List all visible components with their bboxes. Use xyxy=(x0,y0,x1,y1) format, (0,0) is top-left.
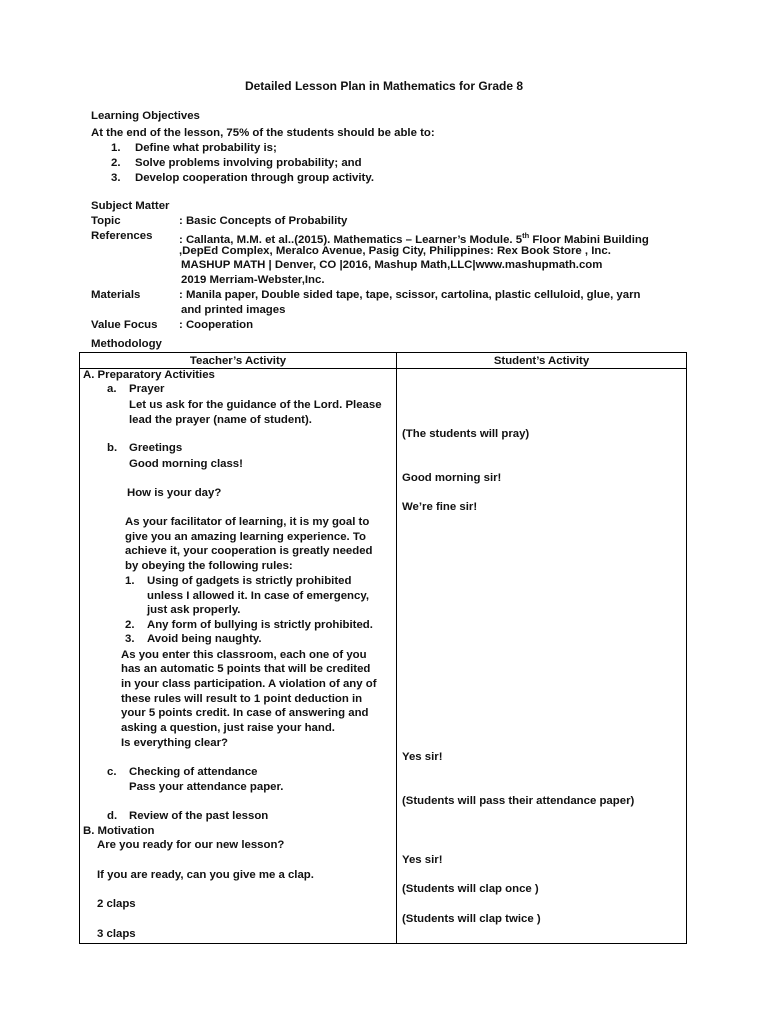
teacher-line: As you enter this classroom, each one of you xyxy=(121,649,367,661)
student-response: (Students will pass their attendance paper) xyxy=(402,795,635,807)
reference-line-3: MASHUP MATH | Denver, CO |2016, Mashup Math,LLC|www.mashupmath.com xyxy=(181,259,603,271)
list-marker: a. xyxy=(107,383,117,395)
page-title: Detailed Lesson Plan in Mathematics for Grade 8 xyxy=(244,79,524,93)
student-response: Yes sir! xyxy=(402,854,443,866)
teacher-line: Good morning class! xyxy=(129,458,243,470)
teacher-line: lead the prayer (name of student). xyxy=(129,414,312,426)
list-marker: b. xyxy=(107,442,118,454)
list-marker: c. xyxy=(107,766,117,778)
objectives-heading: Learning Objectives xyxy=(91,110,200,122)
greetings-label: Greetings xyxy=(129,442,183,454)
list-marker: 1. xyxy=(125,575,135,587)
reference-line-4: 2019 Merriam-Webster,Inc. xyxy=(181,274,325,286)
rule-line: Avoid being naughty. xyxy=(147,633,262,645)
objective-item: Develop cooperation through group activity. xyxy=(135,172,375,184)
rule-line: Using of gadgets is strictly prohibited xyxy=(147,575,352,587)
reference-text: Floor Mabini Building xyxy=(529,233,649,246)
value-focus-value: : Cooperation xyxy=(179,319,254,331)
objective-number: 1. xyxy=(111,142,121,154)
teacher-line: give you an amazing learning experience. To xyxy=(125,531,366,543)
topic-value: : Basic Concepts of Probability xyxy=(179,215,348,227)
teacher-line: Let us ask for the guidance of the Lord. Please xyxy=(129,399,382,411)
attendance-label: Checking of attendance xyxy=(129,766,258,778)
value-focus-label: Value Focus xyxy=(91,319,158,331)
reference-text: : Callanta, M.M. et al..(2015). Mathematics – Learner’s Module. 5 xyxy=(179,233,523,246)
teacher-line: 3 claps xyxy=(97,928,136,940)
review-label: Review of the past lesson xyxy=(129,810,269,822)
subject-matter-heading: Subject Matter xyxy=(91,200,170,212)
topic-label: Topic xyxy=(91,215,121,227)
materials-label: Materials xyxy=(91,289,141,301)
teacher-line: by obeying the following rules: xyxy=(125,560,293,572)
teacher-line: Pass your attendance paper. xyxy=(129,781,284,793)
list-marker: 2. xyxy=(125,619,135,631)
teacher-activity-header: Teacher’s Activity xyxy=(189,355,287,367)
references-label: References xyxy=(91,230,153,242)
reference-line-2: ,DepEd Complex, Meralco Avenue, Pasig City, Philippines: Rex Book Store , Inc. xyxy=(179,245,611,257)
list-marker: 3. xyxy=(125,633,135,645)
teacher-line: achieve it, your cooperation is greatly needed xyxy=(125,545,373,557)
materials-value-cont: and printed images xyxy=(181,304,286,316)
student-response: Good morning sir! xyxy=(402,472,502,484)
teacher-line: Are you ready for our new lesson? xyxy=(97,839,285,851)
teacher-line: your 5 points credit. In case of answering and xyxy=(121,707,369,719)
section-a-heading: A. Preparatory Activities xyxy=(83,369,215,381)
objectives-intro: At the end of the lesson, 75% of the students should be able to: xyxy=(91,127,435,139)
teacher-line: How is your day? xyxy=(127,487,222,499)
student-response: (Students will clap once ) xyxy=(402,883,539,895)
prayer-label: Prayer xyxy=(129,383,165,395)
list-marker: d. xyxy=(107,810,118,822)
materials-value: : Manila paper, Double sided tape, tape, scissor, cartolina, plastic celluloid, glue, yarn xyxy=(179,289,641,301)
objective-item: Solve problems involving probability; and xyxy=(135,157,362,169)
rule-line: Any form of bullying is strictly prohibited. xyxy=(147,619,373,631)
teacher-line: these rules will result to 1 point deduction in xyxy=(121,693,363,705)
student-activity-header: Student’s Activity xyxy=(493,355,590,367)
student-response: (Students will clap twice ) xyxy=(402,913,541,925)
rule-line: unless I allowed it. In case of emergency, xyxy=(147,590,369,602)
student-response: Yes sir! xyxy=(402,751,443,763)
teacher-line: Is everything clear? xyxy=(121,737,228,749)
teacher-line: 2 claps xyxy=(97,898,136,910)
rule-line: just ask properly. xyxy=(147,604,241,616)
teacher-line: As your facilitator of learning, it is my goal to xyxy=(125,516,370,528)
teacher-line: If you are ready, can you give me a clap. xyxy=(97,869,314,881)
teacher-line: has an automatic 5 points that will be credited xyxy=(121,663,371,675)
student-response: We’re fine sir! xyxy=(402,501,478,513)
objective-number: 2. xyxy=(111,157,121,169)
section-b-heading: B. Motivation xyxy=(83,825,155,837)
superscript: th xyxy=(522,231,530,240)
methodology-heading: Methodology xyxy=(91,338,162,350)
teacher-line: in your class participation. A violation of any of xyxy=(121,678,377,690)
table-column-divider xyxy=(396,353,397,943)
student-response: (The students will pray) xyxy=(402,428,530,440)
teacher-line: asking a question, just raise your hand. xyxy=(121,722,335,734)
objective-number: 3. xyxy=(111,172,121,184)
objective-item: Define what probability is; xyxy=(135,142,277,154)
